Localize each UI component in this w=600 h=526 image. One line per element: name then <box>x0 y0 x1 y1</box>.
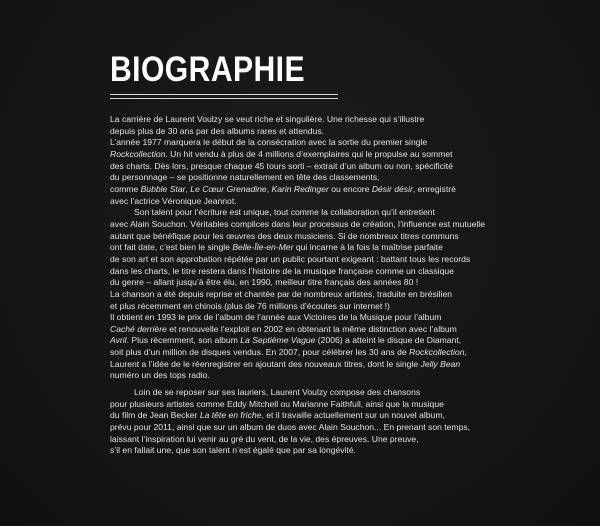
text-line <box>110 242 550 254</box>
italic-title: Belle-Île-en-Mer <box>232 242 294 253</box>
text-run: ont fait date, c’est bien le single <box>110 242 233 253</box>
text-line <box>110 219 550 231</box>
text-line <box>110 196 550 208</box>
text-run: depuis plus de 30 ans par des albums rares et attendus. <box>110 125 325 136</box>
text-line <box>110 277 550 289</box>
text-run: Loin de se reposer sur ses lauriers, Laurent Voulzy compose des chansons <box>134 387 421 398</box>
text-line <box>110 161 550 173</box>
italic-title: Bubble Star <box>140 183 186 194</box>
text-run: qui incarne à la fois la maîtrise parfaite <box>293 242 443 253</box>
text-run: avec Alain Souchon. Véritables complices dans leur processus de création, l’influence est mutuelle <box>110 218 485 229</box>
text-run: (2006) a atteint le disque de Diamant, <box>315 335 462 346</box>
italic-title: La Septième Vague <box>240 335 316 346</box>
text-run: soit plus d’un million de disques vendus. En 2007, pour célébrer les 30 ans de <box>110 347 410 358</box>
text-run: ou encore <box>328 183 372 194</box>
text-line <box>110 266 550 278</box>
italic-title: Désir désir <box>371 183 413 194</box>
text-line <box>110 445 550 457</box>
text-line <box>110 126 550 138</box>
text-run: pour plusieurs artistes comme Eddy Mitchell ou Marianne Faithfull, ainsi que la musique <box>110 398 444 409</box>
text-line <box>110 387 550 399</box>
text-run: et plus récemment en chinois (plus de 76 millions d’écoutes sur internet !) <box>110 300 390 311</box>
text-run: de son art et son approbation répétée par un public pourtant exigeant : battant tous les records <box>110 253 471 264</box>
italic-title: Karin Redinger <box>271 183 329 194</box>
text-run: , et il travaille actuellement sur un nouvel album, <box>261 410 445 421</box>
text-line <box>110 137 550 149</box>
text-line <box>110 231 550 243</box>
text-run: du personnage – se positionne naturellement en tête des classements, <box>110 172 380 183</box>
text-line <box>110 312 550 324</box>
text-run: . Plus récemment, son album <box>126 335 241 346</box>
text-line <box>110 370 550 382</box>
text-line <box>110 207 550 219</box>
text-run: dans les charts, le titre restera dans l’histoire de la musique française comme un classique <box>110 265 454 276</box>
text-run: prévu pour 2011, ainsi que sur un album de duos avec Alain Souchon... En prenant son temps, <box>110 422 471 433</box>
text-line <box>110 324 550 336</box>
text-line <box>110 114 550 126</box>
text-run: L’année 1977 marquera le début de la consécration avec la sortie du premier single <box>110 137 428 148</box>
text-run: La chanson a été depuis reprise et chantée par de nombreux artistes, traduite en brésilien <box>110 288 453 299</box>
biography-paragraph <box>110 114 550 207</box>
text-line <box>110 399 550 411</box>
italic-title: Le Cœur Grenadine <box>190 183 267 194</box>
page-title: BIOGRAPHIE <box>110 50 305 89</box>
text-run: , <box>185 183 191 194</box>
text-line <box>110 422 550 434</box>
text-run: Il obtient en 1993 le prix de l’album de l’année aux Victoires de la Musique pour l’album <box>110 312 442 323</box>
text-line <box>110 359 550 371</box>
text-run: , <box>464 347 467 358</box>
text-run: Laurent a l’idée de le réenregistrer en ajoutant des nouveaux titres, dont le single <box>110 358 421 369</box>
text-line <box>110 184 550 196</box>
biography-paragraph <box>110 387 550 457</box>
italic-title: Rockcollection <box>110 148 166 159</box>
text-run: La carrière de Laurent Voulzy se veut riche et singulière. Une richesse qui s’illustre <box>110 114 425 124</box>
text-line <box>110 434 550 446</box>
text-run: , <box>266 183 272 194</box>
text-line <box>110 149 550 161</box>
italic-title: Caché derrière <box>110 323 167 334</box>
text-run: du film de Jean Becker <box>110 410 200 421</box>
text-run: numéro un des tops radio. <box>110 370 210 381</box>
text-run: , enregistré <box>412 183 456 194</box>
biography-text <box>110 114 550 457</box>
text-line <box>110 301 550 313</box>
text-run: s’il en fallait une, que son talent n’est égalé que par sa longévité. <box>110 445 357 456</box>
title-underline-top <box>110 94 338 95</box>
text-run: et renouvelle l’exploit en 2002 en obtenant la même distinction avec l’album <box>166 323 457 334</box>
text-run: avec l’actrice Véronique Jeannot. <box>110 195 237 206</box>
text-run: des charts. Dès lors, presque chaque 45 tours sorti – extrait d’un album ou non, spécificité <box>110 160 453 171</box>
italic-title: Rockcollection <box>409 347 465 358</box>
text-run: autant que bénéfique pour les œuvres des deux musiciens. Si de nombreux titres communs <box>110 230 459 241</box>
text-line <box>110 172 550 184</box>
text-run: comme <box>110 183 141 194</box>
text-line <box>110 254 550 266</box>
text-line <box>110 347 550 359</box>
text-run: laissant l’inspiration lui venir au gré du vent, de la vie, des épreuves. Une preuve, <box>110 433 419 444</box>
title-underline-bottom <box>110 98 338 99</box>
text-line <box>110 410 550 422</box>
italic-title: Avril <box>110 335 127 346</box>
text-run: du genre – allant jusqu’à être élu, en 1990, meilleur titre français des années 80 ! <box>110 277 419 288</box>
text-line <box>110 289 550 301</box>
text-run: Son talent pour l’écriture est unique, tout comme la collaboration qu’il entretient <box>134 207 435 218</box>
italic-title: Jelly Bean <box>420 358 461 369</box>
text-line <box>110 335 550 347</box>
text-run: . Un hit vendu à plus de 4 millions d’exemplaires qui le propulse au sommet <box>165 148 453 159</box>
italic-title: La tête en friche <box>199 410 262 421</box>
biography-paragraph <box>110 207 550 382</box>
